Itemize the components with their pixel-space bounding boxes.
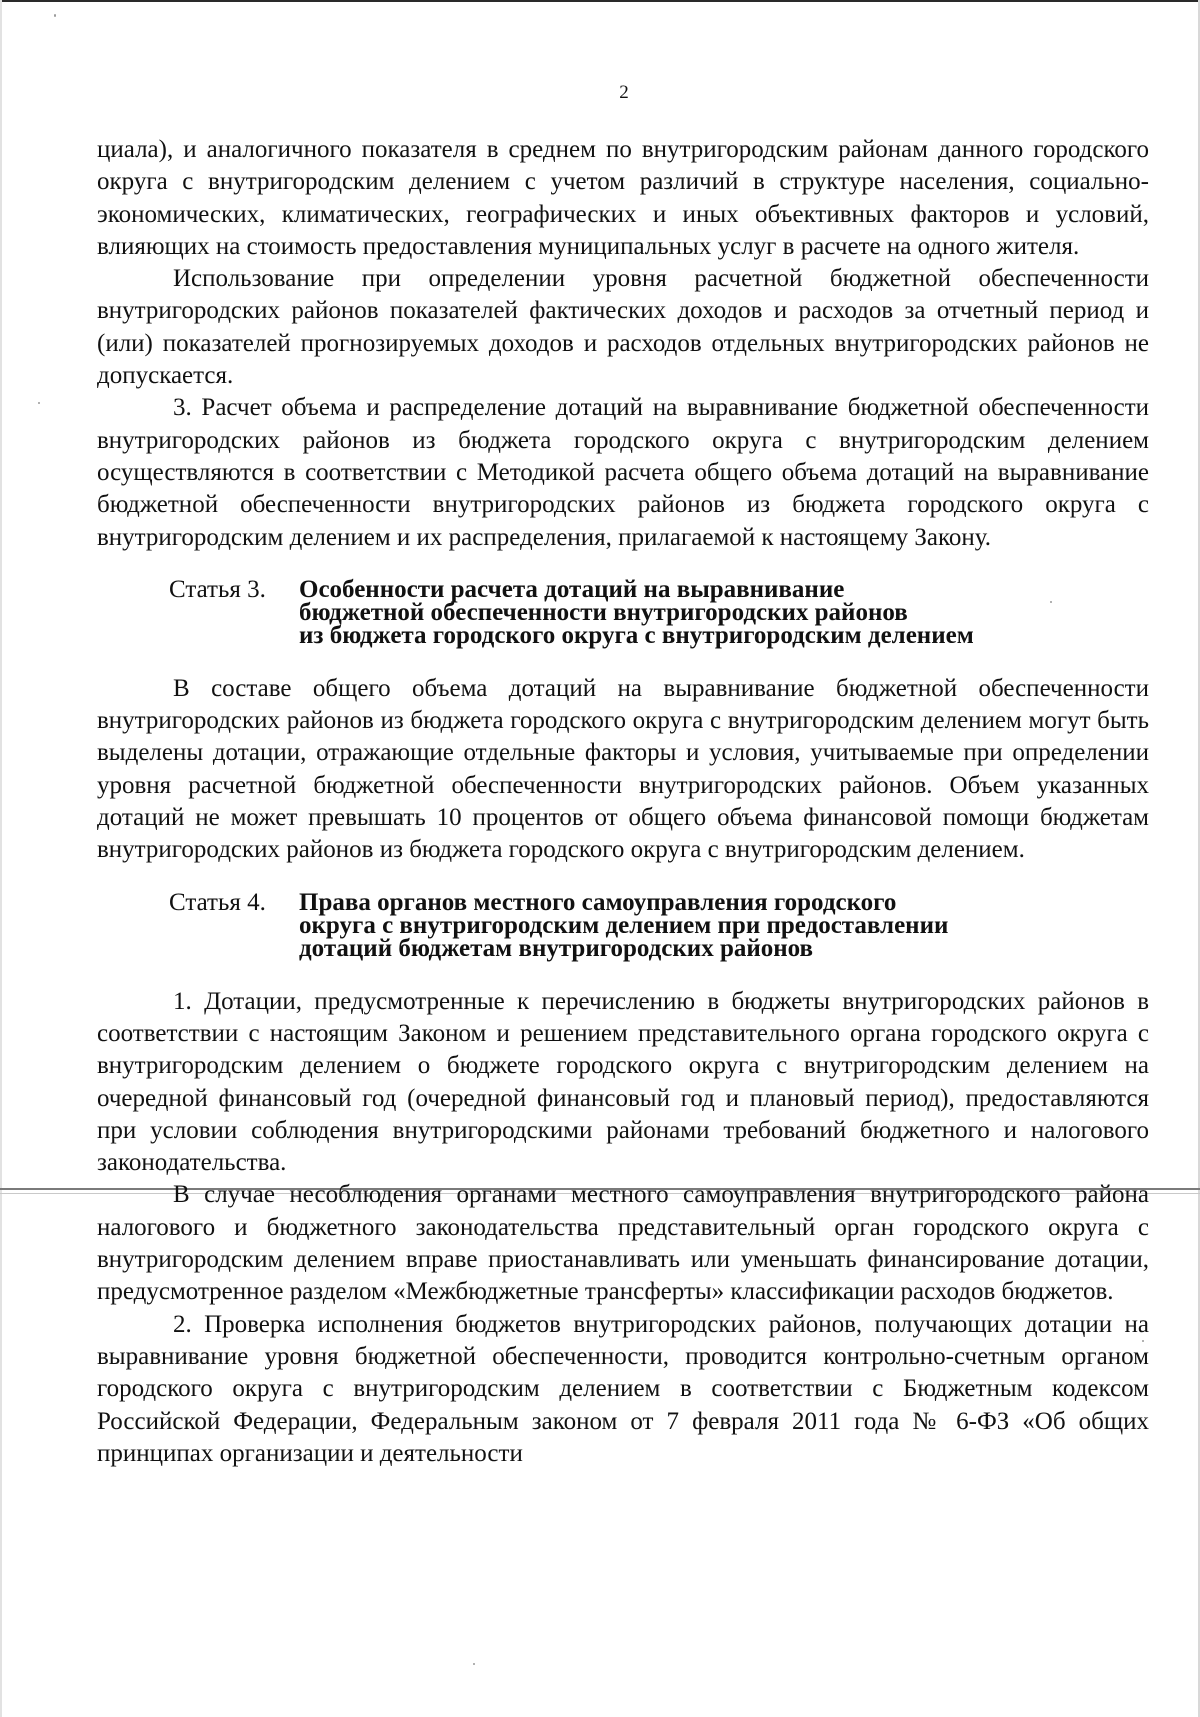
- article-title-line: из бюджета городского округа с внутригородским делением: [299, 621, 974, 649]
- page-number: 2: [619, 82, 629, 103]
- paragraph: 1. Дотации, предусмотренные к перечислению в бюджеты внутригородских районов в соответствии с настоящим Законом и решением представительного органа городского округа с внутригородским делением о бюджете городского округа с внутригородским делением на очередной финансовый год (очередной финансовый год и плановый период), предоставляются при условии соблюдения внутригородскими районами требований бюджетного и налогового законодательства.: [97, 987, 1149, 1177]
- article-heading: [169, 888, 1149, 962]
- document-body: [97, 134, 1149, 1470]
- article-title-line: Особенности расчета дотаций на выравнивание: [299, 575, 845, 603]
- article-heading: [169, 575, 1149, 649]
- paragraph: 3. Расчет объема и распределение дотаций на выравнивание бюджетной обеспеченности внутригородских районов из бюджета городского округа с внутригородским делением осуществляются в соответствии с Методикой расчета общего объема дотаций на выравнивание бюджетной обеспеченности внутригородских районов из бюджета городского округа с внутригородским делением и их распределения, прилагаемой к настоящему Закону.: [97, 394, 1149, 551]
- article-title-line: бюджетной обеспеченности внутригородских районов: [299, 598, 908, 626]
- article-title: [299, 888, 949, 962]
- scan-edge-left: [0, 0, 2, 1717]
- scan-edge-top: [0, 0, 1200, 2]
- article-title-line: Права органов местного самоуправления городского: [299, 888, 897, 916]
- paragraph: В случае несоблюдения органами местного самоуправления внутригородского района налогового и бюджетного законодательства представительный орган городского округа с внутригородским делением вправе приостанавливать или уменьшать финансирование дотации, предусмотренное разделом «Межбюджетные трансферты» классификации расходов бюджетов.: [97, 1181, 1149, 1306]
- article-title-line: округа с внутригородским делением при предоставлении: [299, 911, 949, 939]
- paragraph: 2. Проверка исполнения бюджетов внутригородских районов, получающих дотации на выравнивание уровня бюджетной обеспеченности, проводится контрольно-счетным органом городского округа с внутригородским делением в соответствии с Бюджетным кодексом Российской Федерации, Федеральным законом от 7 февраля 2011 года № 6-ФЗ «Об общих принципах организации и деятельности: [97, 1310, 1149, 1467]
- article-number: Статья 3.: [169, 575, 266, 603]
- paragraph: Использование при определении уровня расчетной бюджетной обеспеченности внутригородских районов показателей фактических доходов и расходов за отчетный период и (или) показателей прогнозируемых доходов и расходов отдельных внутригородских районов не допускается.: [97, 265, 1149, 390]
- article-title-line: дотаций бюджетам внутригородских районов: [299, 934, 814, 962]
- article-title: [299, 575, 974, 649]
- scan-speck: [38, 402, 40, 404]
- paragraph: В составе общего объема дотаций на выравнивание бюджетной обеспеченности внутригородских районов из бюджета городского округа с внутригородским делением могут быть выделены дотации, отражающие отдельные факторы и условия, учитываемые при определении уровня расчетной бюджетной обеспеченности внутригородских районов. Объем указанных дотаций не может превышать 10 процентов от общего объема финансовой помощи бюджетам внутригородских районов из бюджета городского округа с внутригородским делением.: [97, 674, 1149, 864]
- scan-speck: [473, 1663, 475, 1665]
- scan-speck: [54, 14, 56, 17]
- article-number: Статья 4.: [169, 888, 266, 916]
- paragraph: циала), и аналогичного показателя в среднем по внутригородским районам данного городского округа с внутригородским делением с учетом различий в структуре населения, социально-экономических, климатических, географических и иных объективных факторов и условий, влияющих на стоимость предоставления муниципальных услуг в расчете на одного жителя.: [97, 136, 1149, 260]
